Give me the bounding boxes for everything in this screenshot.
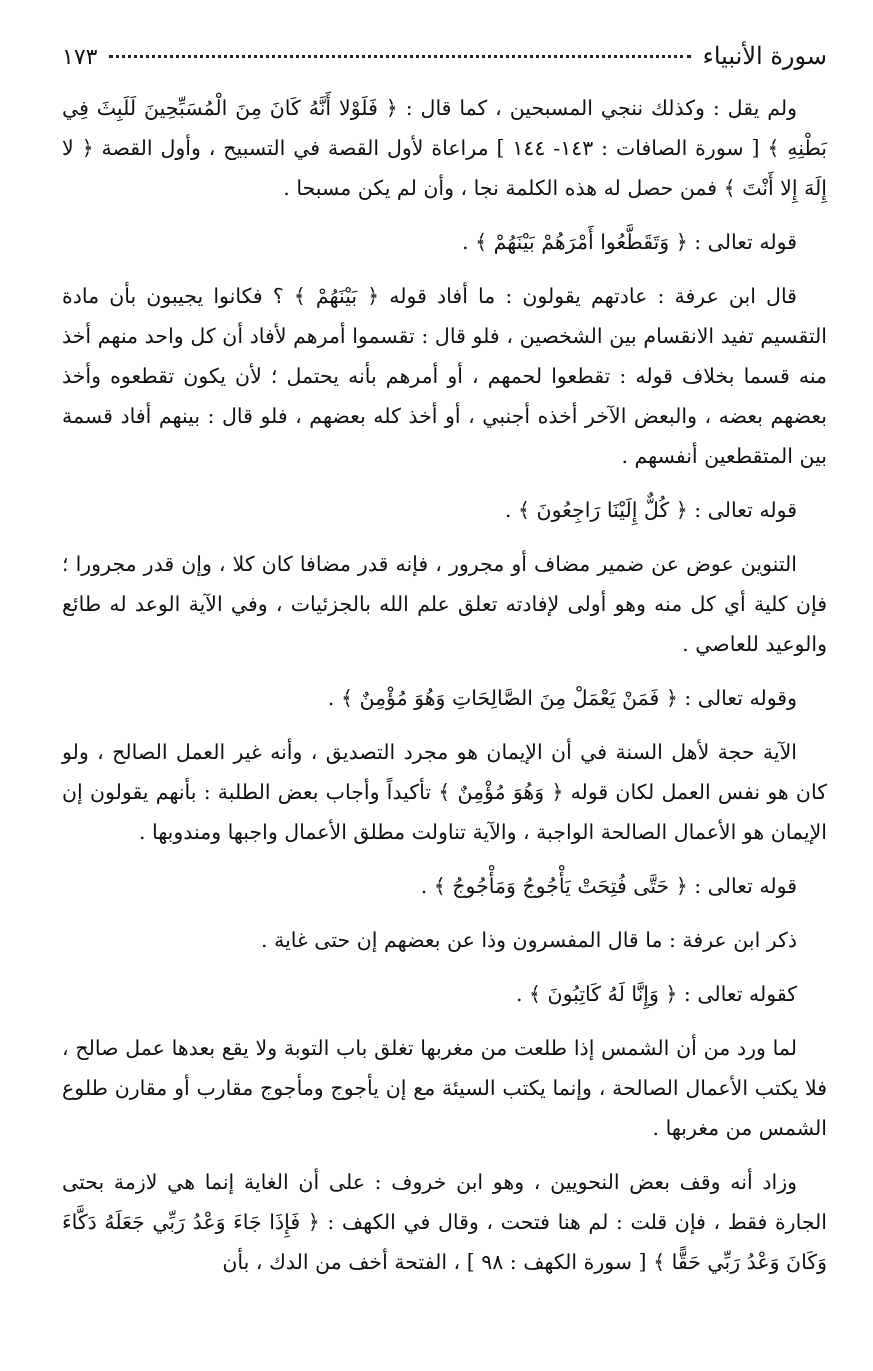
paragraph-5: التنوين عوض عن ضمير مضاف أو مجرور ، فإنه قدر مضافا كان كلا ، وإن قدر مجرورا ؛ فإن كلية أي كل منه وهو أولى لإفادته تعلق علم الله بالجزئيات ، وفي الآية الوعد له طائع والوعيد للعاصي .: [62, 552, 827, 656]
surah-title: سورة الأنبياء: [702, 42, 827, 70]
verse-heading-5: كقوله تعالى : ﴿ وَإِنَّا لَهُ كَاتِبُونَ ﴾ .: [515, 982, 797, 1006]
verse-heading-3: وقوله تعالى : ﴿ فَمَنْ يَعْمَلْ مِنَ الصَّالِحَاتِ وَهُوَ مُؤْمِنٌ ﴾ .: [327, 686, 797, 710]
paragraph-9: ذكر ابن عرفة : ما قال المفسرون وذا عن بعضهم إن حتى غاية .: [261, 928, 797, 952]
paragraph-11: لما ورد من أن الشمس إذا طلعت من مغربها تغلق باب التوبة ولا يقع بعدها عمل صالح ، فلا يكتب الأعمال الصالحة ، وإنما يكتب السيئة مع إن يأجوج ومأجوج مقارب أو مقارن طلوع الشمس من مغربها .: [62, 1036, 827, 1140]
paragraph-3: قال ابن عرفة : عادتهم يقولون : ما أفاد قوله ﴿ بَيْنَهُمْ ﴾ ؟ فكانوا يجيبون بأن مادة التقسيم تفيد الانقسام بين الشخصين ، فلو قال : تقسموا أمرهم لأفاد أن كل واحد منهم أخذ منه قسما بخلاف قوله : تقطعوا لحمهم ، أو أمرهم بأنه يحتمل ؛ لأن يكون تقطعوه وأخذ بعضهم بعضه ، والبعض الآخر أخذه أجنبي ، أو أخذ كله بعضهم ، فلو قال : بينهم أفاد قسمة بين المتقطعين أنفسهم .: [62, 284, 827, 468]
page-header: [62, 42, 827, 82]
paragraph-12: وزاد أنه وقف بعض النحويين ، وهو ابن خروف : على أن الغاية إنما هي لازمة بحتى الجارة فقط ، فإن قلت : لم هنا فتحت ، وقال في الكهف : ﴿ فَإِذَا جَاءَ وَعْدُ رَبِّي جَعَلَهُ دَكَّاءَ وَكَانَ وَعْدُ رَبِّي حَقًّا ﴾ [ سورة الكهف : ٩٨ ] ، الفتحة أخف من الدك ، بأن: [62, 1170, 827, 1274]
verse-heading-1: قوله تعالى : ﴿ وَتَقَطَّعُوا أَمْرَهُمْ بَيْنَهُمْ ﴾ .: [462, 230, 797, 254]
page-body: [62, 88, 827, 1282]
page-number: ١٧٣: [62, 45, 98, 70]
verse-heading-2: قوله تعالى : ﴿ كُلٌّ إِلَيْنَا رَاجِعُونَ ﴾ .: [504, 498, 797, 522]
paragraph-1: ولم يقل : وكذلك ننجي المسبحين ، كما قال : ﴿ فَلَوْلا أَنَّهُ كَانَ مِنَ الْمُسَبِّحِينَ لَلَبِثَ فِي بَطْنِهِ ﴾ [ سورة الصافات : ١٤٣- ١٤٤ ] مراعاة لأول القصة في التسبيح ، وأول القصة ﴿ لا إِلَهَ إِلا أَنْتَ ﴾ فمن حصل له هذه الكلمة نجا ، وأن لم يكن مسبحا .: [62, 96, 827, 200]
header-dotted-rule: [109, 55, 690, 58]
paragraph-7: الآية حجة لأهل السنة في أن الإيمان هو مجرد التصديق ، وأنه غير العمل الصالح ، ولو كان هو نفس العمل لكان قوله ﴿ وَهُوَ مُؤْمِنٌ ﴾ تأكيداً وأجاب بعض الطلبة : بأنهم يقولون إن الإيمان هو الأعمال الصالحة الواجبة ، والآية تناولت مطلق الأعمال واجبها ومندوبها .: [62, 740, 827, 844]
verse-heading-4: قوله تعالى : ﴿ حَتَّى فُتِحَتْ يَأْجُوجُ وَمَأْجُوجُ ﴾ .: [420, 874, 797, 898]
